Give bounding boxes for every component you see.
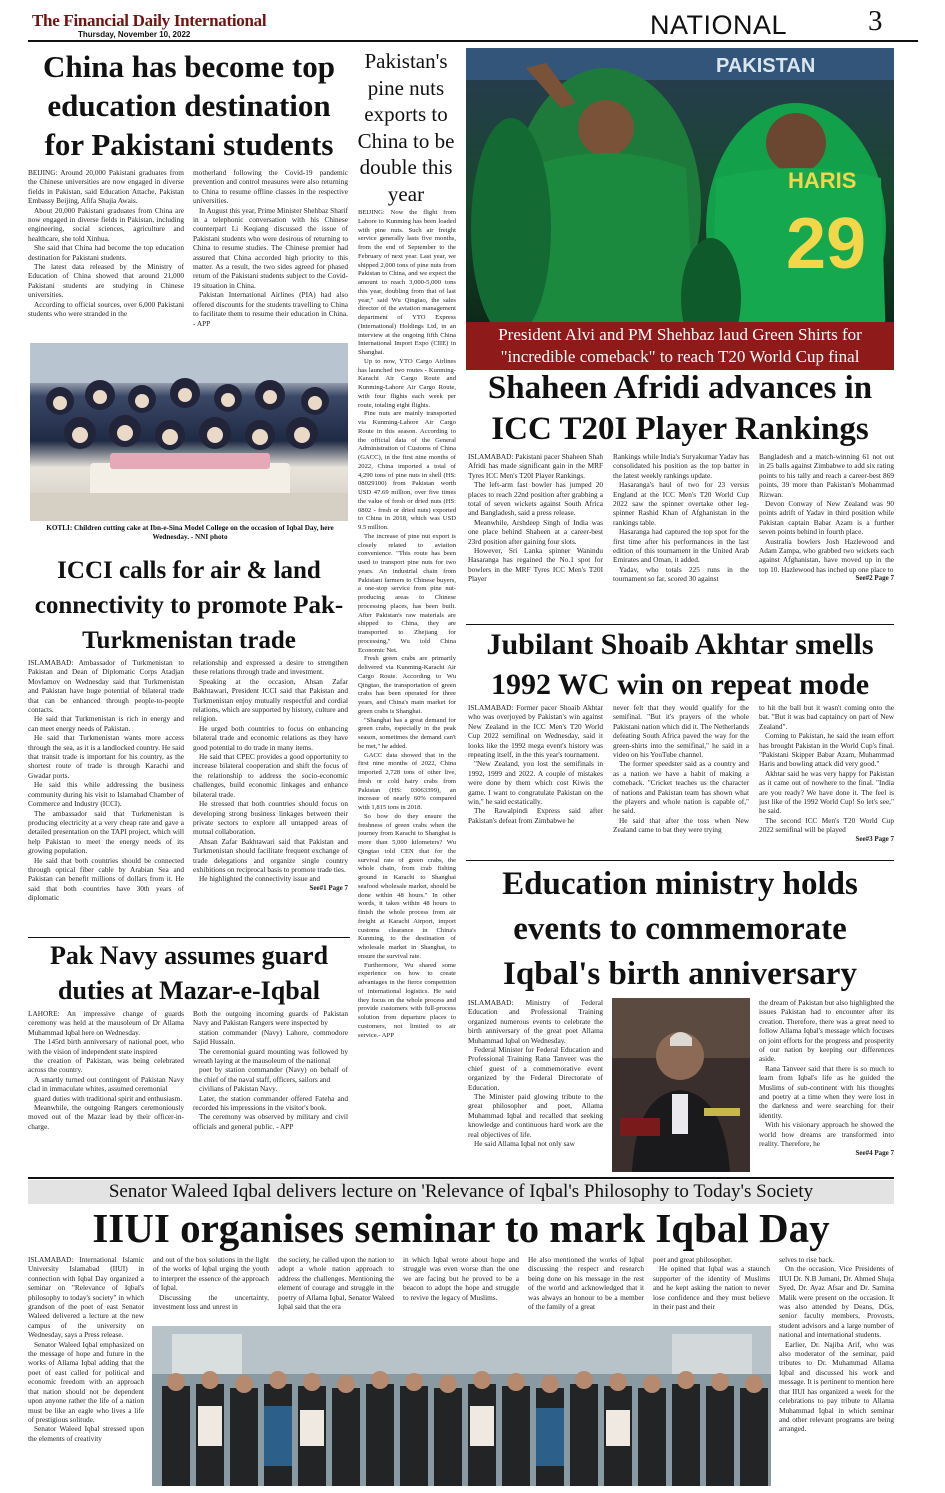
story-paragraph: poet and great philosopher. xyxy=(653,1255,733,1264)
china-edu-col-1 xyxy=(28,168,184,338)
shaheen-col-3 xyxy=(759,452,894,622)
story-paragraph: He also mentioned the works of Iqbal discussing the respect and research being done on his message in the rest of the world and acknowledged that it was always an honour to be a member of the family of a great xyxy=(528,1255,644,1312)
navy-headline: Pak Navy assumes guard duties at Mazar-e-Iqbal xyxy=(49,941,329,1005)
story-paragraph: He said that CPEC provides a good opportunity to increase bilateral cooperation and shift the focus of the relationship to address the socio-economic challenges, build economic linkages and enhance bilateral trade. xyxy=(193,752,348,799)
story-paragraph: The second ICC Men's T20 World Cup 2022 semifinal will be played xyxy=(759,815,894,835)
story-paragraph: Meanwhile, the outgoing Rangers ceremoniously moved out of the Mazar lead by their officer-in-charge. xyxy=(28,1103,184,1131)
story-paragraph: guard duties with traditional spirit and enthusiasm. xyxy=(34,1093,183,1103)
story-paragraph: GACC data showed that in the first nine months of 2022, China imported 2,728 tons of other live, fresh or cold hairy crabs from Pakistan (HS: 03063399), an increase of nearly 60% compared with 1,815 tons in 2018. xyxy=(358,751,456,811)
continued-on-link[interactable]: See#1 Page 7 xyxy=(309,883,348,892)
story-paragraph: The ambassador said that Turkmenistan is producing electricity at a very cheap rate and gave a detailed presentation on the TAPI project, which will help Pakistan to meet the energy needs of its growing population. xyxy=(28,808,184,856)
story-paragraph: Meanwhile, Arshdeep Singh of India was one place behind Shaheen at a career-best 23rd position after gaining four slots. xyxy=(468,517,603,546)
story-paragraph: Akhtar said he was very happy for Pakistan as it came out of nowhere to the final. "India are you ready? We have done it. The feel is just like of the 1992 World Cup! So let's see," he said. xyxy=(759,768,894,816)
story-paragraph: Both the outgoing incoming guards of Pakistan Navy and Pakistan Rangers were inspected by xyxy=(193,1009,348,1028)
story-paragraph: In August this year, Prime Minister Shehbaz Sharif in a telephonic conversation with his Chinese counterpart Li Keqiang discussed the issue of Pakistani students who were desirous of returning to China to resume studies. The Chinese premier had assured that China accorded high priority to this matter. As a result, the two sides agreed for phased return of the Pakistani students subject to the Covid-19 situation in China. xyxy=(193,205,348,290)
story-paragraph: "Shanghai has a great demand for green crabs, especially in the peak season, sometimes the demand can't be met," he added. xyxy=(358,716,456,750)
iiui-kicker: Senator Waleed Iqbal delivers lecture on 'Relevance of Iqbal's Philosophy to Today's Society xyxy=(108,1181,814,1202)
story-paragraph: The Rawalpindi Express said after Pakistan's defeat from Zimbabwe he xyxy=(468,806,603,825)
story-paragraph: About 20,000 Pakistani graduates from China are now engaged in diverse fields in Pakistan, including engineering, social sciences, agriculture and healthcare, she told Xinhua. xyxy=(28,205,184,243)
paper-name: The Financial Daily International xyxy=(32,11,267,30)
story-paragraph: Federal Minister for Federal Education and Professional Training Rana Tanveer was the chief guest of a commemorative event organized by the Federal Directorate of Education. xyxy=(468,1045,603,1092)
story-paragraph: "New Zealand, you lost the semifinals in 1992, 1999 and 2022. A couple of mistakes were done by them which cost Kiwis the game. I want to congratulate Pakistan on the win," he said ecstatically. xyxy=(468,759,603,807)
story-paragraph: relationship and expressed a desire to strengthen these relations through trade and investment. xyxy=(193,658,348,677)
shaheen-col-2 xyxy=(613,452,749,622)
continued-on-link[interactable]: See#3 Page 7 xyxy=(855,834,894,843)
story-paragraph: motherland following the Covid-19 pandemic prevention and control measures were also returning to China to resume offline classes in the respective universities. xyxy=(193,168,348,206)
story-paragraph: Discussing the uncertainty, investment loss and unrest in xyxy=(153,1292,269,1312)
story-paragraph: BEIJING: Now the flight from Lahore to Kunming has been loaded with pine nuts. Such air freight service generally lasts five months, from the end of September to the February of next year. Last year, we shipped 2,000 tons of pine nuts from Pakistan to China, and we expect the amount to reach 3,000-5,000 tons this year, doubling from that of last year," said Wu Qingtao, the sales director of the aviation management department of YTO Express (International) Holdings Ltd, in an interview at the ongoing fifth China International Import Expo (CIIE) in Shanghai. xyxy=(358,209,456,356)
minister-photo-illustration xyxy=(612,998,750,1172)
iiui-col-3 xyxy=(278,1255,394,1325)
section-name: NATIONAL xyxy=(650,10,788,40)
story-paragraph: On the occasion, Vice Presidents of IIUI Dr. N.B Jumani, Dr. Ahmed Shuja Syed, Dr. Ayaz Afsar and Dr. Samina Malik were present on the occasion. It was also attended by Deans, DGs, senior faculty members, Provosts, student advisors and a large number of national and international students. xyxy=(779,1264,894,1340)
story-paragraph: poet by station commander (Navy) on behalf of the chief of the naval staff, officers, sailors and xyxy=(193,1065,348,1084)
story-paragraph: Coming to Pakistan, he said the team effort has brought Pakistan in the World Cup's final. "Pakistani Skipper Babar Azam, Muhammad Haris and bowling attack did very good." xyxy=(759,731,894,769)
jersey-number: 29 xyxy=(786,204,867,284)
iiui-kicker-strip xyxy=(28,1180,894,1204)
akhtar-col-1 xyxy=(468,703,603,858)
iiui-col-5 xyxy=(528,1255,644,1325)
navy-col-2 xyxy=(193,1009,348,1172)
section-divider xyxy=(466,860,894,861)
story-paragraph: A smartly turned out contingent of Pakistan Navy clad in immaculate whites, assumed ceremonial xyxy=(28,1074,184,1094)
story-paragraph: and out of the box solutions in the light of the works of Iqbal urging the youth to interpret the essence of the approach of Iqbal. xyxy=(153,1255,269,1293)
iiui-col-2 xyxy=(153,1255,269,1325)
story-paragraph: ISLAMABAD: Pakistani pacer Shaheen Shah Afridi has made significant gain in the MRF Tyres ICC Men's T20I Player Rankings. xyxy=(468,452,603,480)
cricket-caption-banner xyxy=(466,322,894,370)
story-paragraph: ISLAMABAD: International Islamic University Islamabad (IIUI) in connection with Iqbal Day organized a seminar on "Relevance of Iqbal's philosophy to today's society" in which grandson of the poet of east Senator Waleed delivered a lecture at the new campus of the university on Wednesday, says a Press release. xyxy=(28,1255,144,1340)
story-paragraph: The Minister paid glowing tribute to the great philosopher and poet, Allama Muhammad Iqbal and recalled that seeking knowledge and continuous hard work are the real objectives of life. xyxy=(468,1092,603,1139)
story-paragraph: He opined that Iqbal was a staunch supporter of the identity of Muslims and he kept asking the nation to never lose confidence and they must believe in their past and their xyxy=(653,1264,770,1312)
cricket-hero-photo xyxy=(466,48,894,348)
story-paragraph: ISLAMABAD: Ambassador of Turkmenistan to Pakistan and Dean of Diplomatic Corps Atadjan Movlamov on Wednesday said that Turkmenistan and Pakistan have huge potential of bilateral trade that can be enhanced through people-to-people contacts. xyxy=(28,658,184,715)
story-paragraph: the society, he called upon the nation to adopt a whole nation approach to address the challenges. Mentioning the element of courage and struggle in the poetry of Allama Iqbal, Senator Waleed Iqbal said that the era xyxy=(278,1255,394,1312)
iiui-col-7 xyxy=(779,1255,894,1485)
story-paragraph: Pine nuts are mainly transported via Kunming-Lahore Air Cargo Route in this season. According to the official data of the General Administration of Customs of China (GACC), in the first nine months of 2022, China imported a total of 4,290 tons of pine nuts in shell (HS: 08029100) from Pakistan worth USD 47.69 million, over five times the value of fresh or dried nuts (HS: 0802 - fresh or dried nuts) exported to China in 2018, which was USD 9.5 million. xyxy=(358,410,456,531)
story-paragraph: the creation of Pakistan, was being celebrated across the country. xyxy=(28,1056,184,1075)
kotli-photo-illustration xyxy=(30,343,348,521)
icci-headline: ICCI calls for air & land connectivity to promote Pak-Turkmenistan trade xyxy=(34,557,344,654)
section-divider xyxy=(28,1177,894,1179)
navy-col-1 xyxy=(28,1009,184,1172)
shaheen-col-1 xyxy=(468,452,603,622)
story-paragraph: Senator Waleed Iqbal emphasized on the message of hope and future in the works of Allama Iqbal adding that the poet of east called for political and economic freedom with an approach that nation should not be dependent upon anyone rather the life of a nation must be like an eagle who lives a life of prestigious solitude. xyxy=(28,1339,144,1424)
akhtar-col-3 xyxy=(759,703,894,858)
story-paragraph: The 145rd birth anniversary of national poet, who with the vision of independent state inspired xyxy=(28,1037,184,1056)
story-paragraph: He said that after the toss when New Zealand came to bat they were trying xyxy=(613,815,749,835)
group-photo-illustration xyxy=(152,1326,771,1486)
story-paragraph: Pakistan International Airlines (PIA) had also offered discounts for the students travelling to China to facilitate them to resume their education in China. - APP xyxy=(193,290,348,328)
banner-text: PAKISTAN xyxy=(716,55,816,77)
jersey-name: HARIS xyxy=(788,168,857,193)
education-col-3 xyxy=(759,998,894,1172)
story-paragraph: Fresh green crabs are primarily delivered via Kunming-Karachi Air Cargo Route. According to Wu Qingtao, the transportation of green crabs has been operated for three years, and China's main market for green crabs is Shanghai. xyxy=(358,655,456,715)
pine-nuts-column xyxy=(358,209,456,1172)
story-paragraph: The left-arm fast bowler has jumped 20 places to reach 22nd position after grabbing a total of seven wickets against South Africa and Bangladesh, said a press release. xyxy=(468,480,603,518)
story-paragraph: Devon Conway of New Zealand was 90 points adrift of Yadav in third position while Pakistan captain Babar Azam is a further seven points behind in fourth place. xyxy=(759,499,894,537)
masthead-rule xyxy=(28,40,918,42)
story-paragraph: Yadav, who totals 225 runs in the tournament so far, scored 30 against xyxy=(613,564,749,584)
story-paragraph: The latest data released by the Ministry of Education of China showed that around 21,000 Pakistani students are studying in Chinese universities. xyxy=(28,262,184,300)
story-paragraph: He said Allama Iqbal not only saw xyxy=(474,1139,575,1149)
education-headline: Education ministry holds events to commemorate Iqbal's birth anniversary xyxy=(502,866,858,992)
story-paragraph: Rana Tanveer said that there is so much to learn from Iqbal's life as he guided the Muslims of sub-continent with his thoughts and poetry at a time when they were lost in the darkness and were searching for their identity. xyxy=(759,1063,894,1120)
story-paragraph: He urged both countries to focus on enhancing bilateral trade and economic relations as they have good potential to do trade in many items. xyxy=(193,723,348,752)
story-paragraph: He said that Turkmenistan wants more access through the sea, as it is a landlocked country. He said that transit trade is important for his country, as the shortest route of trade is through Karachi and Gwadar ports. xyxy=(28,733,184,780)
story-paragraph: Later, the station commander offered Fateha and recorded his impressions in the visitor's book. xyxy=(193,1093,348,1113)
akhtar-headline: Jubilant Shoaib Akhtar smells 1992 WC win on repeat mode xyxy=(486,628,874,701)
continued-on-link[interactable]: See#2 Page 7 xyxy=(855,574,894,583)
icci-col-1 xyxy=(28,658,184,934)
story-paragraph: in which Iqbal wrote about hope and struggle was even worse than the one we are facing but he proved to be a beacon to adopt the hope and struggle to revive the legacy of Muslims. xyxy=(403,1255,519,1302)
story-paragraph: ISLAMABAD: Former pacer Shoaib Akhtar who was overjoyed by Pakistan's win against New Zealand in the ICC Men's T20 World Cup 2022 semifinal on Wednesday, said it looks like the 1992 mega event's history was repeating itself, in the this year's tournament. xyxy=(468,703,603,760)
story-paragraph: The ceremony was observed by military and civil officials and general public. - APP xyxy=(193,1112,348,1131)
story-paragraph: Bangladesh and a match-winning 61 not out in 25 balls against Zimbabwe to add six rating points to his tally and reach a career-best 869 points, 39 more than Pakistan's Mohammad Rizwan. xyxy=(759,452,894,499)
icci-col-2 xyxy=(193,658,348,934)
story-paragraph: The former speedster said as a country and as a nation we have a habit of making a comeback. "Cricket teaches us the character of nations and Pakistan team has shown what the players and whole nation is capable of," he said. xyxy=(613,759,749,816)
story-paragraph: Ahsan Zafar Bakhtawari said that Pakistan and Turkmenistan should facilitate frequent exchange of trade delegations and organize single country exhibitions on reciprocal basis to promote trade ties. xyxy=(193,836,348,874)
china-edu-col-2 xyxy=(193,168,348,338)
akhtar-col-2 xyxy=(613,703,749,858)
story-paragraph: Earlier, Dr. Najiba Arif, who was also moderator of the seminar, paid tributes to Dr. Muhammad Allama Iqbal and discussed his work and message. It is pertinent to mention here that IIUI has organized a week for the celebrations to pay tribute to Allama Muhammad Iqbal in which seminar and other relevant programs are being arranged. xyxy=(779,1339,894,1434)
issue-date: Thursday, November 10, 2022 xyxy=(78,30,191,39)
story-paragraph: the dream of Pakistan but also highlighted the issues Pakistan had to encounter after its creation. Therefore, there was a great need to follow Allama Iqbal's message which focuses on joint efforts for the progress and prosperity of our nation by keeping our differences aside. xyxy=(759,998,894,1064)
rana-tanveer-photo xyxy=(612,998,750,1172)
iiui-group-photo xyxy=(152,1326,771,1486)
story-paragraph: Furthermore, Wu shared some experience on how to create advantages in the fierce competition of international logistics. He said they focus on the whole process and provide customers with full-process solution from departure places to customers, not limited to air service.- APP xyxy=(358,961,456,1039)
story-paragraph: However, Sri Lanka spinner Wanindu Hasaranga has regained the No.1 spot for bowlers in the MRF Tyres ICC Men's T20I Player xyxy=(468,546,603,584)
pine-nuts-headline: Pakistan's pine nuts exports to China to be double this year xyxy=(357,49,455,206)
story-paragraph: Australia bowlers Josh Hazlewood and Adam Zampa, who grabbed two wickets each against Afghanistan, have moved up in the top 10. Hazlewood has inched up one place to xyxy=(759,536,894,574)
story-paragraph: The increase of pine nut export is closely related to aviation convenience. "This route has been used to transport pine nuts for two years. An industrial chain from Pakistani farmers to Chinese buyers, a one-stop service from pine nut-producing areas to Chinese processing places, has been built. After Pakistan's raw materials are shipped to China, they are transported to Zhejiang for processing," Wu told China Economic Net. xyxy=(358,532,456,654)
shaheen-headline: Shaheen Afridi advances in ICC T20I Player Rankings xyxy=(487,370,873,447)
story-paragraph: The ceremonial guard mounting was followed by wreath laying at the mausoleum of the national xyxy=(193,1046,348,1066)
story-paragraph: Up to now, YTO Cargo Airlines has launched two routes - Kunming-Karachi Air Cargo Route and Kunming-Lahore Air Cargo Route, with four flights each week per route, totaling eight flights. xyxy=(358,357,456,409)
story-paragraph: So how do they ensure the freshness of green crabs when the journey from Karachi to Shanghai is more than 5,000 kilometers? Wu Qingtao told CEN that for the survival rate of green crabs, the whole chain, from crab fishing ground in Karachi to Shanghai seafood wholesale market, should be done within 48 hours." In other words, it takes within 48 hours to finish the whole process from air freight at Karachi Airport, import customs clearance in China's Kunming, to the destination of wholesale market in Shanghai, to ensure the survival rate. xyxy=(358,812,456,960)
story-paragraph: civilians of Pakistan Navy. xyxy=(199,1084,278,1094)
continued-on-link[interactable]: See#4 Page 7 xyxy=(855,1148,894,1157)
china-edu-headline: China has become top education destination for Pakistani students xyxy=(43,49,335,162)
story-paragraph: He said that both countries should be connected through optical fiber cable by Arabian Sea and Pakistan can benefit millions of dollars from it. He said that both countries have 30th years of diplomatic xyxy=(28,855,184,903)
story-paragraph: to hit the ball but it wasn't coming onto the bat. "But it was bad captaincy on part of New Zealand". xyxy=(759,703,894,731)
page-number: 3 xyxy=(868,5,883,37)
story-paragraph: BEIJING: Around 20,000 Pakistani graduates from the Chinese universities are now engaged in diverse fields in Pakistan, said Education Attache, Pakistan Embassy Beijing, Afifa Shajia Awais. xyxy=(28,168,184,206)
kotli-students-photo xyxy=(30,343,348,521)
story-paragraph: He stressed that both countries should focus on developing strong business linkages between their private sectors to explore all untapped areas of mutual collaboration. xyxy=(193,799,348,837)
story-paragraph: ISLAMABAD: Ministry of Federal Education and Professional Training organized numerous events to celebrate the birth anniversary of the great poet Allama Muhammad Iqbal on Wednesday. xyxy=(468,998,603,1045)
cricket-photo-illustration xyxy=(466,48,894,348)
education-col-1 xyxy=(468,998,603,1172)
story-paragraph: never felt that they would qualify for the semifinal. "But it's prayers of the whole Pakistani nation which did it. The Netherlands defeating South Africa paved the way for the green-shirts into the semifinal," he said in a video on his YouTube channel. xyxy=(613,703,749,760)
story-paragraph: She said that China had become the top education destination for Pakistani students. xyxy=(28,243,184,262)
story-paragraph: LAHORE: An impressive change of guards ceremony was held at the mausoleum of Dr Allama Muhammad Iqbal here on Wednesday. xyxy=(28,1009,184,1037)
iiui-col-4 xyxy=(403,1255,519,1325)
story-paragraph: selves to rise back. xyxy=(779,1255,835,1264)
story-paragraph: Speaking at the occasion, Ahsan Zafar Bakhtawari, President ICCI said that Pakistan and Turkmenistan enjoy mutually respectful and cordial relations, which are supported by history, culture and religion. xyxy=(193,676,348,724)
story-paragraph: Hasaranga's haul of two for 23 versus England at the ICC Men's T20 World Cup 2022 saw the spinner overtake other leg-spinner Rashid Khan of Afghanistan in the rankings table. xyxy=(613,480,749,527)
story-paragraph: He highlighted the connectivity issue and xyxy=(199,874,320,884)
kotli-photo-caption: KOTLI: Children cutting cake at Ibn-e-Sina Model College on the occasion of Iqbal Day, here Wednesday. - NNI photo xyxy=(46,524,334,541)
story-paragraph: Senator Waleed Iqbal stressed upon the elements of creativity xyxy=(28,1424,144,1443)
iiui-col-1 xyxy=(28,1255,144,1485)
iiui-col-6 xyxy=(653,1255,770,1325)
story-paragraph: According to official sources, over 6,000 Pakistani students who were stranded in the xyxy=(28,299,184,319)
story-paragraph: He said this while addressing the business community during his visit to Islamabad Chamber of Commerce and Industry (ICCI). xyxy=(28,780,184,809)
story-paragraph: Rankings while India's Suryakumar Yadav has consolidated his position as the top batter in the latest weekly rankings update. xyxy=(613,452,749,480)
story-paragraph: station commander (Navy) Lahore, commodore Sajid Hussain. xyxy=(193,1027,348,1047)
story-paragraph: He said that Turkmenistan is rich in energy and can meet energy needs of Pakistan. xyxy=(28,714,184,733)
cricket-caption-text: President Alvi and PM Shehbaz laud Green Shirts for "incredible comeback" to reach T20 World Cup final xyxy=(498,325,862,366)
story-paragraph: With his visionary approach he showed the world how dreams are transformed into reality. Therefore, he xyxy=(759,1120,894,1149)
iiui-headline: IIUI organises seminar to mark Iqbal Day xyxy=(92,1205,830,1251)
story-paragraph: Hasaranga had captured the top spot for the first time after his performances in the last edition of this tournament in the United Arab Emirates and Oman, it added. xyxy=(613,527,749,565)
